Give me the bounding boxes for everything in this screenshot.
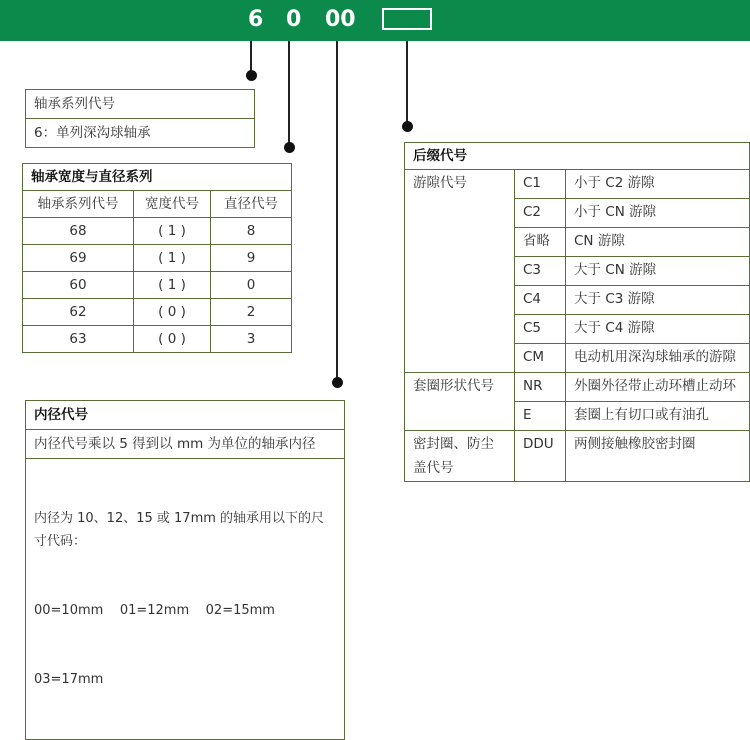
bore-detail xyxy=(26,458,344,739)
table-cell: 8 xyxy=(211,218,292,245)
bore-title: 内径代号 xyxy=(34,407,88,423)
table-row xyxy=(23,272,292,299)
table-row xyxy=(23,218,292,245)
suffix-code: C5 xyxy=(515,315,566,344)
bore-line1: 内径代号乘以 5 得到以 mm 为单位的轴承内径 xyxy=(26,429,344,458)
suffix-desc: 两侧接触橡胶密封圈 xyxy=(566,431,750,482)
connector-dot-series xyxy=(246,70,257,81)
table-row xyxy=(23,326,292,353)
table-row xyxy=(405,170,750,199)
group-name: 密封圈、防尘盖代号 xyxy=(405,431,515,482)
suffix-code: C4 xyxy=(515,286,566,315)
series-title: 轴承系列代号 xyxy=(34,96,115,112)
suffix-code: C1 xyxy=(515,170,566,199)
code-width-digit: 0 xyxy=(286,7,302,32)
table-cell: 62 xyxy=(23,299,134,326)
table-cell: ( 1 ) xyxy=(134,245,211,272)
column-header: 直径代号 xyxy=(211,191,292,218)
table-row xyxy=(23,299,292,326)
connector-suffix xyxy=(406,41,408,127)
suffix-table xyxy=(404,142,750,482)
suffix-code: E xyxy=(515,402,566,431)
width-table-title: 轴承宽度与直径系列 xyxy=(23,164,292,191)
suffix-desc: 套圈上有切口或有油孔 xyxy=(566,402,750,431)
table-cell: 60 xyxy=(23,272,134,299)
table-cell: 63 xyxy=(23,326,134,353)
table-row xyxy=(23,245,292,272)
suffix-placeholder-box xyxy=(382,8,432,30)
width-diameter-table xyxy=(22,163,292,353)
table-cell: ( 1 ) xyxy=(134,218,211,245)
suffix-code: NR xyxy=(515,373,566,402)
table-row xyxy=(405,373,750,402)
suffix-desc: 小于 CN 游隙 xyxy=(566,199,750,228)
suffix-desc: 大于 C4 游隙 xyxy=(566,315,750,344)
suffix-code: 省略 xyxy=(515,228,566,257)
suffix-code: CM xyxy=(515,344,566,373)
bore-line2: 内径为 10、12、15 或 17mm 的轴承用以下的尺寸代码： xyxy=(34,511,325,549)
series-value: 6：单列深沟球轴承 xyxy=(26,118,254,147)
table-cell: 69 xyxy=(23,245,134,272)
bore-line4: 03=17mm xyxy=(34,672,104,687)
table-cell: ( 0 ) xyxy=(134,326,211,353)
table-cell: 3 xyxy=(211,326,292,353)
group-name: 游隙代号 xyxy=(405,170,515,373)
connector-width xyxy=(288,41,290,145)
suffix-desc: 外圈外径带止动环槽止动环 xyxy=(566,373,750,402)
header-bar xyxy=(0,0,750,41)
column-header: 轴承系列代号 xyxy=(23,191,134,218)
suffix-code: C2 xyxy=(515,199,566,228)
table-row xyxy=(405,431,750,482)
connector-dot-bore xyxy=(332,377,343,388)
table-cell: 68 xyxy=(23,218,134,245)
table-cell: 9 xyxy=(211,245,292,272)
table-cell: ( 1 ) xyxy=(134,272,211,299)
connector-dot-suffix xyxy=(402,121,413,132)
suffix-code: DDU xyxy=(515,431,566,482)
bore-line3: 00=10mm 01=12mm 02=15mm xyxy=(34,603,275,618)
suffix-table-title: 后缀代号 xyxy=(405,143,750,170)
suffix-code: C3 xyxy=(515,257,566,286)
suffix-desc: 小于 C2 游隙 xyxy=(566,170,750,199)
connector-dot-width xyxy=(284,142,295,153)
bore-box xyxy=(25,400,345,740)
code-series-digit: 6 xyxy=(248,7,264,32)
series-box xyxy=(25,89,255,148)
code-bore-digits: 00 xyxy=(325,7,356,32)
suffix-desc: CN 游隙 xyxy=(566,228,750,257)
group-name: 套圈形状代号 xyxy=(405,373,515,431)
column-header: 宽度代号 xyxy=(134,191,211,218)
table-cell: ( 0 ) xyxy=(134,299,211,326)
suffix-desc: 大于 C3 游隙 xyxy=(566,286,750,315)
suffix-desc: 大于 CN 游隙 xyxy=(566,257,750,286)
table-cell: 2 xyxy=(211,299,292,326)
connector-bore xyxy=(336,41,338,381)
suffix-desc: 电动机用深沟球轴承的游隙 xyxy=(566,344,750,373)
table-cell: 0 xyxy=(211,272,292,299)
